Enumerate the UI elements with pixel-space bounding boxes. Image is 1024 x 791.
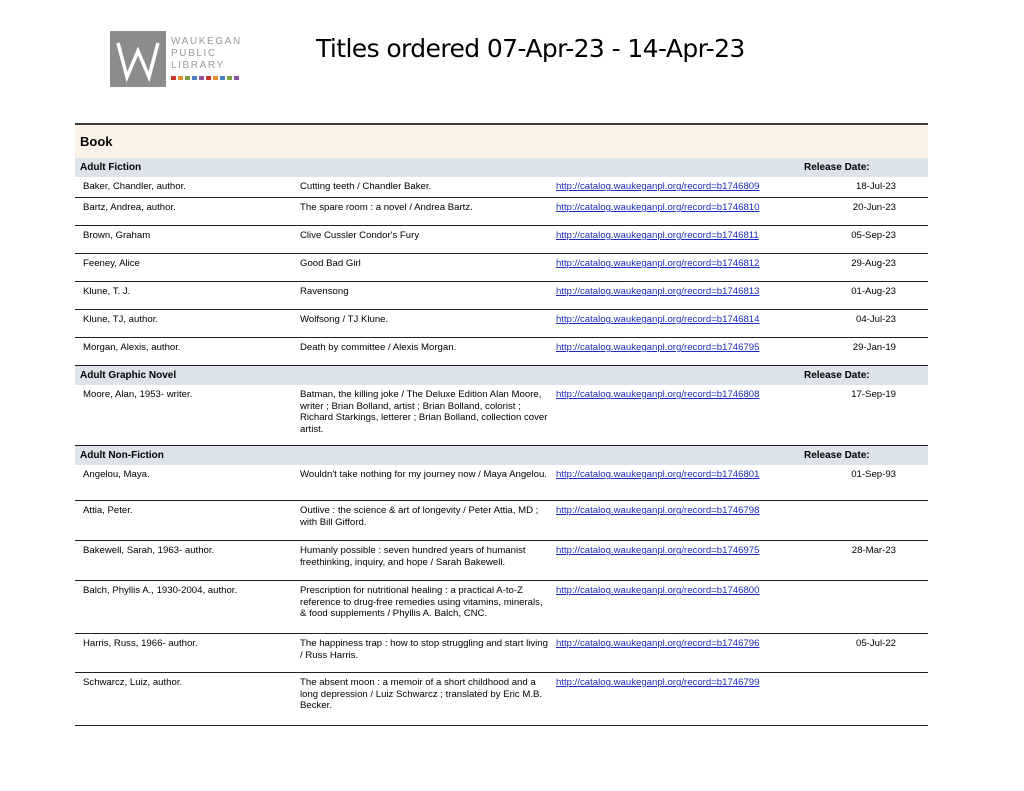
format-label: Book xyxy=(80,134,113,149)
author-cell: Angelou, Maya. xyxy=(83,469,150,480)
title-cell: The spare room : a novel / Andrea Bartz. xyxy=(300,202,473,213)
release-date-cell: 29-Aug-23 xyxy=(851,258,896,269)
table-row xyxy=(75,177,928,198)
author-cell: Bartz, Andrea, author. xyxy=(83,202,176,213)
section-label: Adult Graphic Novel xyxy=(80,370,177,381)
release-date-cell: 01-Sep-93 xyxy=(851,469,896,480)
title-cell: Prescription for nutritional healing : a practical A-to-Z reference to drug-free remedies using vitamins, minerals, & food supplements / Phyllis A. Balch, CNC. xyxy=(300,585,543,619)
logo-color-square xyxy=(234,76,239,80)
title-cell: Ravensong xyxy=(300,286,349,297)
logo-color-square xyxy=(206,76,211,80)
title-cell: Clive Cussler Condor's Fury xyxy=(300,230,420,241)
record-link[interactable]: http://catalog.waukeganpl.org/record=b1746808 xyxy=(556,389,760,400)
author-cell: Bakewell, Sarah, 1963- author. xyxy=(83,545,215,556)
table-row xyxy=(75,541,928,581)
record-link[interactable]: http://catalog.waukeganpl.org/record=b1746795 xyxy=(556,342,760,353)
sections xyxy=(75,158,928,726)
logo-color-square xyxy=(227,76,232,80)
author-cell: Schwarcz, Luiz, author. xyxy=(83,677,183,688)
logo-color-square xyxy=(178,76,183,80)
table-row xyxy=(75,465,928,501)
record-link[interactable]: http://catalog.waukeganpl.org/record=b1746798 xyxy=(556,505,760,516)
record-link[interactable]: http://catalog.waukeganpl.org/record=b1746975 xyxy=(556,545,760,556)
release-date-cell: 04-Jul-23 xyxy=(856,314,896,325)
release-date-cell: 05-Sep-23 xyxy=(851,230,896,241)
table-row xyxy=(75,226,928,254)
record-link[interactable]: http://catalog.waukeganpl.org/record=b1746801 xyxy=(556,469,760,480)
table-row xyxy=(75,310,928,338)
author-cell: Feeney, Alice xyxy=(83,258,140,269)
author-cell: Brown, Graham xyxy=(83,230,151,241)
section-label: Adult Non-Fiction xyxy=(80,450,164,461)
record-link[interactable]: http://catalog.waukeganpl.org/record=b1746811 xyxy=(556,230,759,241)
author-cell: Balch, Phyllis A., 1930-2004, author. xyxy=(83,585,238,596)
section-label: Adult Fiction xyxy=(80,162,142,173)
release-date-cell: 20-Jun-23 xyxy=(852,202,896,213)
table-row xyxy=(75,581,928,634)
record-link[interactable]: http://catalog.waukeganpl.org/record=b1746799 xyxy=(556,677,760,688)
format-header xyxy=(75,123,928,158)
record-link[interactable]: http://catalog.waukeganpl.org/record=b1746800 xyxy=(556,585,760,596)
logo-color-square xyxy=(185,76,190,80)
table-row xyxy=(75,673,928,726)
release-date-cell: 17-Sep-19 xyxy=(851,389,896,400)
author-cell: Baker, Chandler, author. xyxy=(83,181,186,192)
logo-color-square xyxy=(213,76,218,80)
logo-color-square xyxy=(171,76,176,80)
table-row xyxy=(75,501,928,541)
logo-w-mark xyxy=(110,31,166,87)
record-link[interactable]: http://catalog.waukeganpl.org/record=b1746810 xyxy=(556,202,760,213)
record-link[interactable]: http://catalog.waukeganpl.org/record=b1746809 xyxy=(556,181,760,192)
author-cell: Attia, Peter. xyxy=(83,505,133,516)
logo-text xyxy=(171,36,242,72)
title-cell: Wolfsong / TJ Klune. xyxy=(300,314,389,325)
release-date-label: Release Date: xyxy=(804,370,870,381)
record-link[interactable]: http://catalog.waukeganpl.org/record=b1746813 xyxy=(556,286,760,297)
table-row xyxy=(75,338,928,366)
table-row xyxy=(75,254,928,282)
record-link[interactable]: http://catalog.waukeganpl.org/record=b1746796 xyxy=(556,638,760,649)
section-header xyxy=(75,366,928,385)
table-row xyxy=(75,198,928,226)
release-date-cell: 01-Aug-23 xyxy=(851,286,896,297)
title-cell: The happiness trap : how to stop struggling and start living / Russ Harris. xyxy=(300,638,548,661)
titles-table xyxy=(75,123,928,726)
title-cell: Batman, the killing joke / The Deluxe Edition Alan Moore, writer ; Brian Bolland, artist ; Brian Bolland, colorist ; Richard Starkings, letterer ; Brian Bolland, collection cover artist. xyxy=(300,389,548,435)
title-cell: Death by committee / Alexis Morgan. xyxy=(300,342,457,353)
release-date-label: Release Date: xyxy=(804,450,870,461)
title-cell: Cutting teeth / Chandler Baker. xyxy=(300,181,432,192)
logo-color-square xyxy=(199,76,204,80)
logo-color-square xyxy=(220,76,225,80)
title-cell: Humanly possible : seven hundred years of humanist freethinking, inquiry, and hope / Sarah Bakewell. xyxy=(300,545,526,568)
logo-line: LIBRARY xyxy=(171,60,225,71)
release-date-cell: 29-Jan-19 xyxy=(852,342,896,353)
record-link[interactable]: http://catalog.waukeganpl.org/record=b1746812 xyxy=(556,258,760,269)
table-row xyxy=(75,282,928,310)
logo-line: PUBLIC xyxy=(171,48,217,59)
logo-color-squares xyxy=(171,76,239,80)
release-date-cell: 18-Jul-23 xyxy=(856,181,896,192)
release-date-cell: 05-Jul-22 xyxy=(856,638,896,649)
table-row xyxy=(75,385,928,446)
section-header xyxy=(75,446,928,465)
section-header xyxy=(75,158,928,177)
author-cell: Moore, Alan, 1953- writer. xyxy=(83,389,193,400)
author-cell: Klune, T. J. xyxy=(83,286,131,297)
release-date-label: Release Date: xyxy=(804,162,870,173)
page-title: Titles ordered 07-Apr-23 - 14-Apr-23 xyxy=(316,34,745,63)
author-cell: Harris, Russ, 1966- author. xyxy=(83,638,198,649)
logo-color-square xyxy=(192,76,197,80)
record-link[interactable]: http://catalog.waukeganpl.org/record=b1746814 xyxy=(556,314,760,325)
title-cell: Wouldn't take nothing for my journey now / Maya Angelou. xyxy=(300,469,547,480)
author-cell: Morgan, Alexis, author. xyxy=(83,342,181,353)
table-row xyxy=(75,634,928,673)
release-date-cell: 28-Mar-23 xyxy=(851,545,896,556)
logo-line: WAUKEGAN xyxy=(171,36,242,47)
title-cell: The absent moon : a memoir of a short childhood and a long depression / Luiz Schwarcz ; translated by Eric M.B. Becker. xyxy=(300,677,543,711)
title-cell: Outlive : the science & art of longevity / Peter Attia, MD ; with Bill Gifford. xyxy=(300,505,539,528)
title-cell: Good Bad Girl xyxy=(300,258,361,269)
author-cell: Klune, TJ, author. xyxy=(83,314,159,325)
